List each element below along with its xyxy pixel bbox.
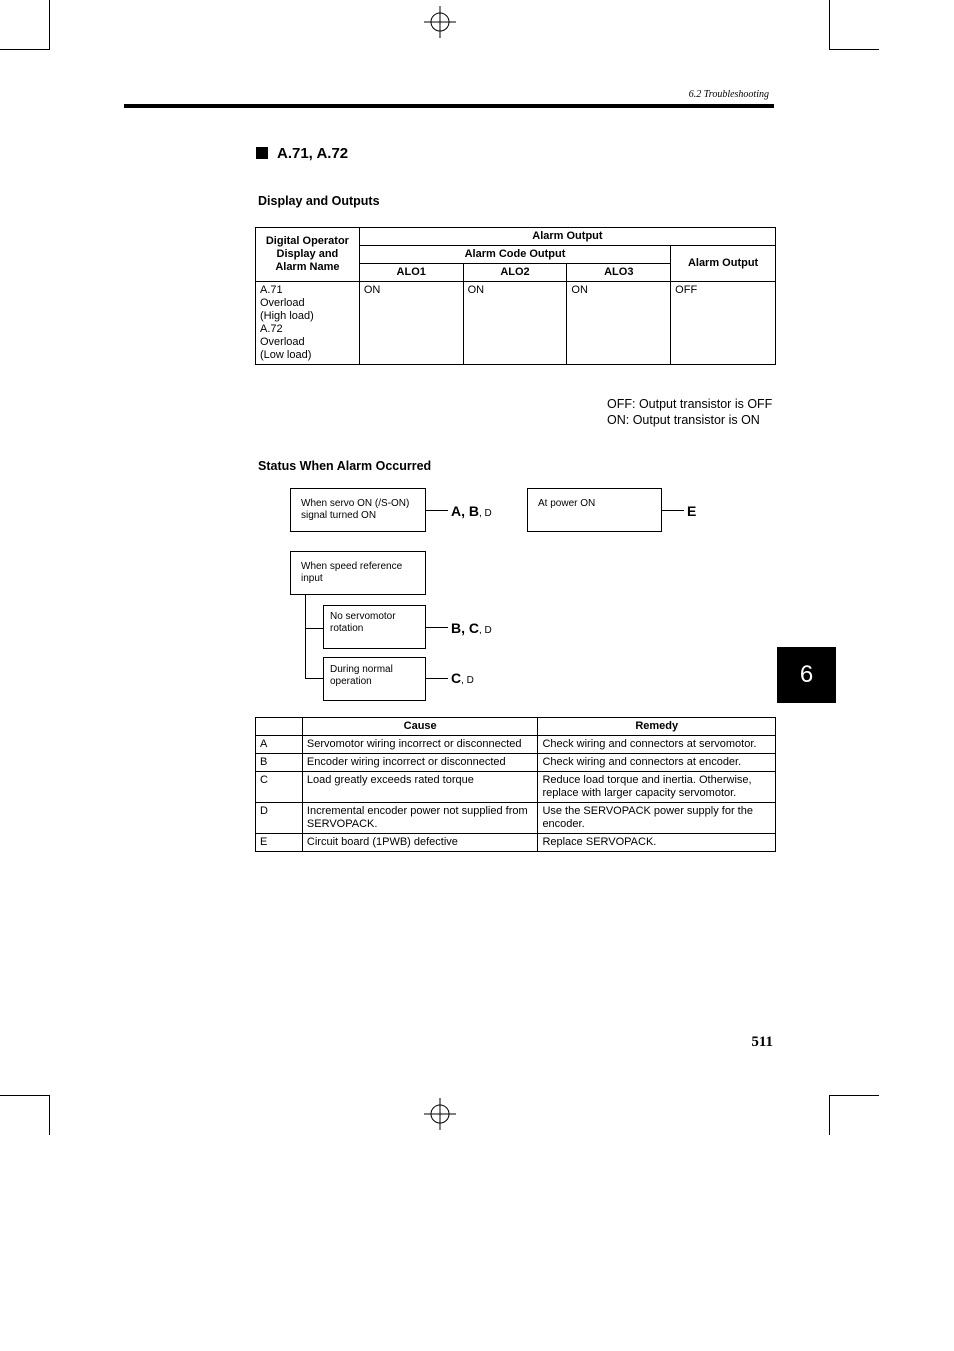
cause-remedy-table (255, 717, 776, 852)
display-outputs-heading: Display and Outputs (258, 194, 380, 208)
row-remedy: Check wiring and connectors at encoder. (538, 754, 776, 772)
alo2-value: ON (463, 282, 567, 365)
row-cause: Load greatly exceeds rated torque (302, 772, 538, 803)
alarm-output-sub-header: Alarm Output (671, 246, 776, 282)
table-row (256, 754, 776, 772)
connector-line (662, 510, 684, 511)
id-header (256, 718, 303, 736)
cause-letters-main: C (451, 670, 462, 686)
square-bullet-icon (256, 147, 268, 159)
tree-line (305, 595, 306, 678)
row-id: C (256, 772, 303, 803)
row-id: E (256, 834, 303, 852)
row-cause: Servomotor wiring incorrect or disconnected (302, 736, 538, 754)
legend-on: ON: Output transistor is ON (607, 413, 760, 427)
alarm-code-output-header: Alarm Code Output (359, 246, 670, 264)
alo2-header: ALO2 (463, 264, 567, 282)
alarm-name-line: Overload (260, 297, 305, 309)
row-remedy: Replace SERVOPACK. (538, 834, 776, 852)
cause-letters-minor: , D (461, 675, 474, 686)
row-id: A (256, 736, 303, 754)
alo3-header: ALO3 (567, 264, 671, 282)
header-rule (124, 104, 774, 108)
legend-off: OFF: Output transistor is OFF (607, 397, 773, 411)
alarm-name-line: Overload (260, 336, 305, 348)
speed-ref-box: When speed reference input (290, 551, 426, 595)
cause-letters-minor: , D (479, 508, 492, 519)
row-remedy: Check wiring and connectors at servomotor. (538, 736, 776, 754)
alarm-name-line: A.71 (260, 284, 283, 296)
tree-branch (305, 678, 323, 679)
status-heading: Status When Alarm Occurred (258, 459, 432, 473)
connector-line (426, 510, 448, 511)
connector-line (426, 678, 448, 679)
row-id: D (256, 803, 303, 834)
table-row (256, 736, 776, 754)
cause-letters-main: B, C (451, 620, 479, 636)
output-legend (607, 396, 772, 428)
row-cause: Circuit board (1PWB) defective (302, 834, 538, 852)
page-number: 511 (751, 1034, 773, 1050)
servo-on-causes (451, 503, 492, 519)
no-rotation-box: No servomotor rotation (323, 605, 426, 649)
connector-line (426, 627, 448, 628)
servo-on-box: When servo ON (/S-ON) signal turned ON (290, 488, 426, 532)
chapter-tab: 6 (777, 647, 836, 703)
alarm-name-line: (High load) (260, 310, 314, 322)
remedy-header: Remedy (538, 718, 776, 736)
alarm-output-table (255, 227, 776, 365)
tree-branch (305, 628, 323, 629)
table-row (256, 834, 776, 852)
row-cause: Encoder wiring incorrect or disconnected (302, 754, 538, 772)
row-id: B (256, 754, 303, 772)
power-on-causes: E (687, 503, 697, 519)
power-on-box: At power ON (527, 488, 662, 532)
alarm-output-header: Alarm Output (359, 228, 775, 246)
cause-letters-main: A, B (451, 503, 479, 519)
alo1-header: ALO1 (359, 264, 463, 282)
alo1-value: ON (359, 282, 463, 365)
section-title (256, 145, 348, 162)
table-row (256, 772, 776, 803)
normal-operation-causes (451, 670, 474, 686)
no-rotation-causes (451, 620, 492, 636)
alarm-output-value: OFF (671, 282, 776, 365)
alarm-name-line: A.72 (260, 323, 283, 335)
alarm-name-cell (256, 282, 360, 365)
normal-operation-box: During normal operation (323, 657, 426, 701)
table-row (256, 282, 776, 365)
cause-header: Cause (302, 718, 538, 736)
row-remedy: Reduce load torque and inertia. Otherwise, replace with larger capacity servomotor. (538, 772, 776, 803)
col-display-name-header: Digital Operator Display and Alarm Name (256, 228, 360, 282)
table-row (256, 803, 776, 834)
alarm-name-line: (Low load) (260, 349, 312, 361)
running-header: 6.2 Troubleshooting (688, 89, 769, 100)
section-title-text: A.71, A.72 (277, 145, 349, 162)
registration-mark-bottom (424, 1098, 456, 1130)
alo3-value: ON (567, 282, 671, 365)
row-cause: Incremental encoder power not supplied from SERVOPACK. (302, 803, 538, 834)
registration-mark-top (424, 6, 456, 38)
cause-letters-minor: , D (479, 625, 492, 636)
row-remedy: Use the SERVOPACK power supply for the encoder. (538, 803, 776, 834)
